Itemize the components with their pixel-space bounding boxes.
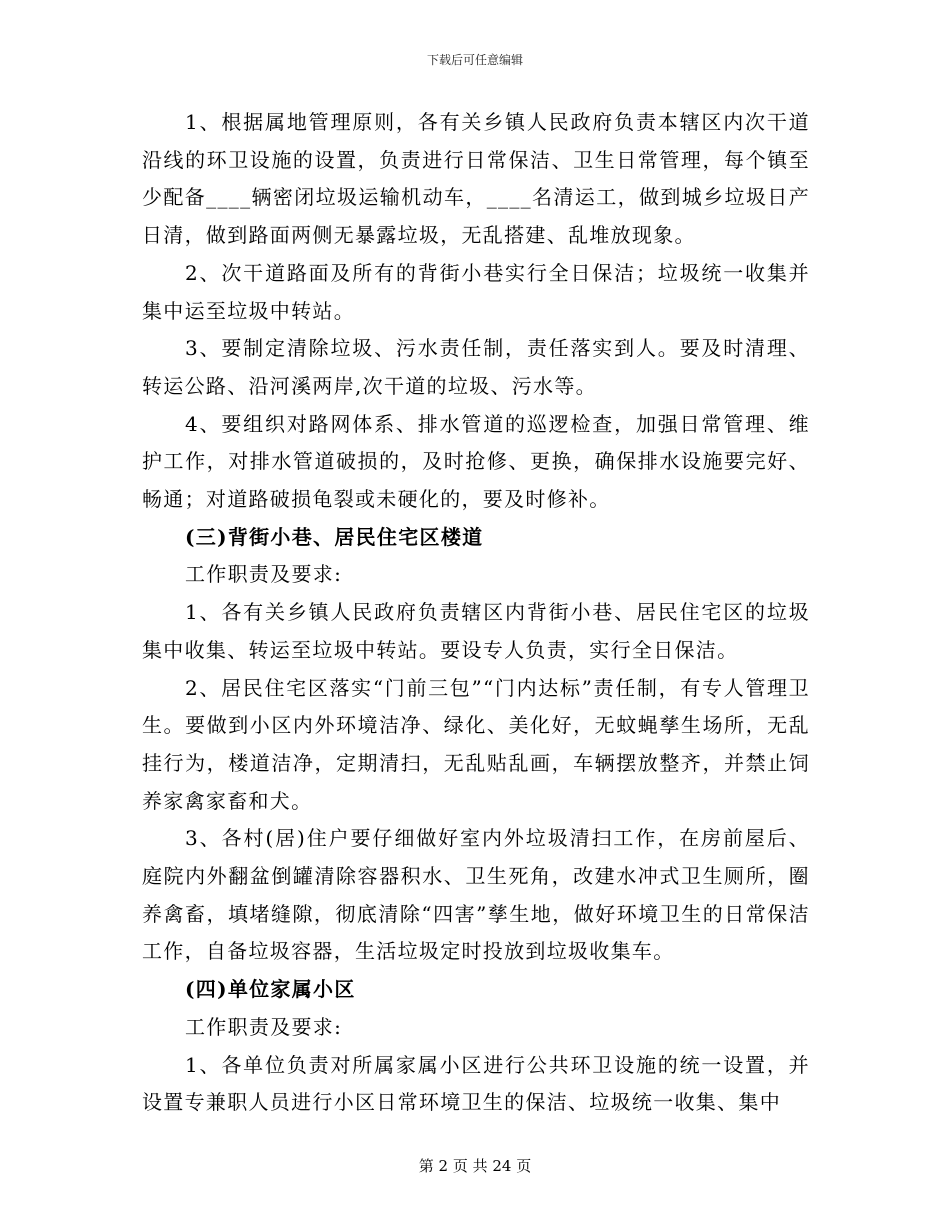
document-body (142, 104, 810, 1122)
paragraph-5: 1、各有关乡镇人民政府负责辖区内背街小巷、居民住宅区的垃圾集中收集、转运至垃圾中转站。要设专人负责，实行全日保洁。 (142, 600, 810, 662)
paragraph-6: 2、居民住宅区落实“门前三包”“门内达标”责任制，有专人管理卫生。要做到小区内外环境洁净、绿化、美化好，无蚊蝇孳生场所，无乱挂行为，楼道洁净，定期清扫，无乱贴乱画，车辆摆放整齐，并禁止饲养家禽家畜和犬。 (142, 675, 810, 813)
duty-heading-2: 工作职责及要求: (185, 1014, 343, 1039)
section-title-3: (三)背街小巷、居民住宅区楼道 (185, 524, 484, 549)
paragraph-2: 2、次干道路面及所有的背街小巷实行全日保洁；垃圾统一收集并集中运至垃圾中转站。 (142, 260, 810, 323)
paragraph-7: 3、各村(居)住户要仔细做好室内外垃圾清扫工作，在房前屋后、庭院内外翻盆倒罐清除容器积水、卫生死角，改建水冲式卫生厕所，圈养禽畜，填堵缝隙，彻底清除“四害”孳生地，做好环境卫生的日常保洁工作，自备垃圾容器，生活垃圾定时投放到垃圾收集车。 (142, 826, 810, 964)
section-title-4: (四)单位家属小区 (185, 977, 356, 1002)
paragraph-3: 3、要制定清除垃圾、污水责任制，责任落实到人。要及时清理、转运公路、沿河溪两岸,次干道的垃圾、污水等。 (142, 336, 810, 398)
paragraph-1: 1、根据属地管理原则，各有关乡镇人民政府负责本辖区内次干道沿线的环卫设施的设置，负责进行日常保洁、卫生日常管理，每个镇至少配备____辆密闭垃圾运输机动车，____名清运工，做到城乡垃圾日产日清，做到路面两侧无暴露垃圾，无乱搭建、乱堆放现象。 (142, 110, 810, 248)
paragraph-8: 1、各单位负责对所属家属小区进行公共环卫设施的统一设置，并设置专兼职人员进行小区日常环境卫生的保洁、垃圾统一收集、集中 (142, 1052, 810, 1115)
paragraph-4: 4、要组织对路网体系、排水管道的巡逻检查，加强日常管理、维护工作，对排水管道破损的，及时抢修、更换，确保排水设施要完好、畅通；对道路破损龟裂或未硬化的，要及时修补。 (142, 411, 810, 512)
page-header-note: 下载后可任意编辑 (426, 53, 523, 67)
duty-heading-1: 工作职责及要求: (185, 562, 343, 587)
page-number: 第 2 页 共 24 页 (418, 1157, 532, 1175)
